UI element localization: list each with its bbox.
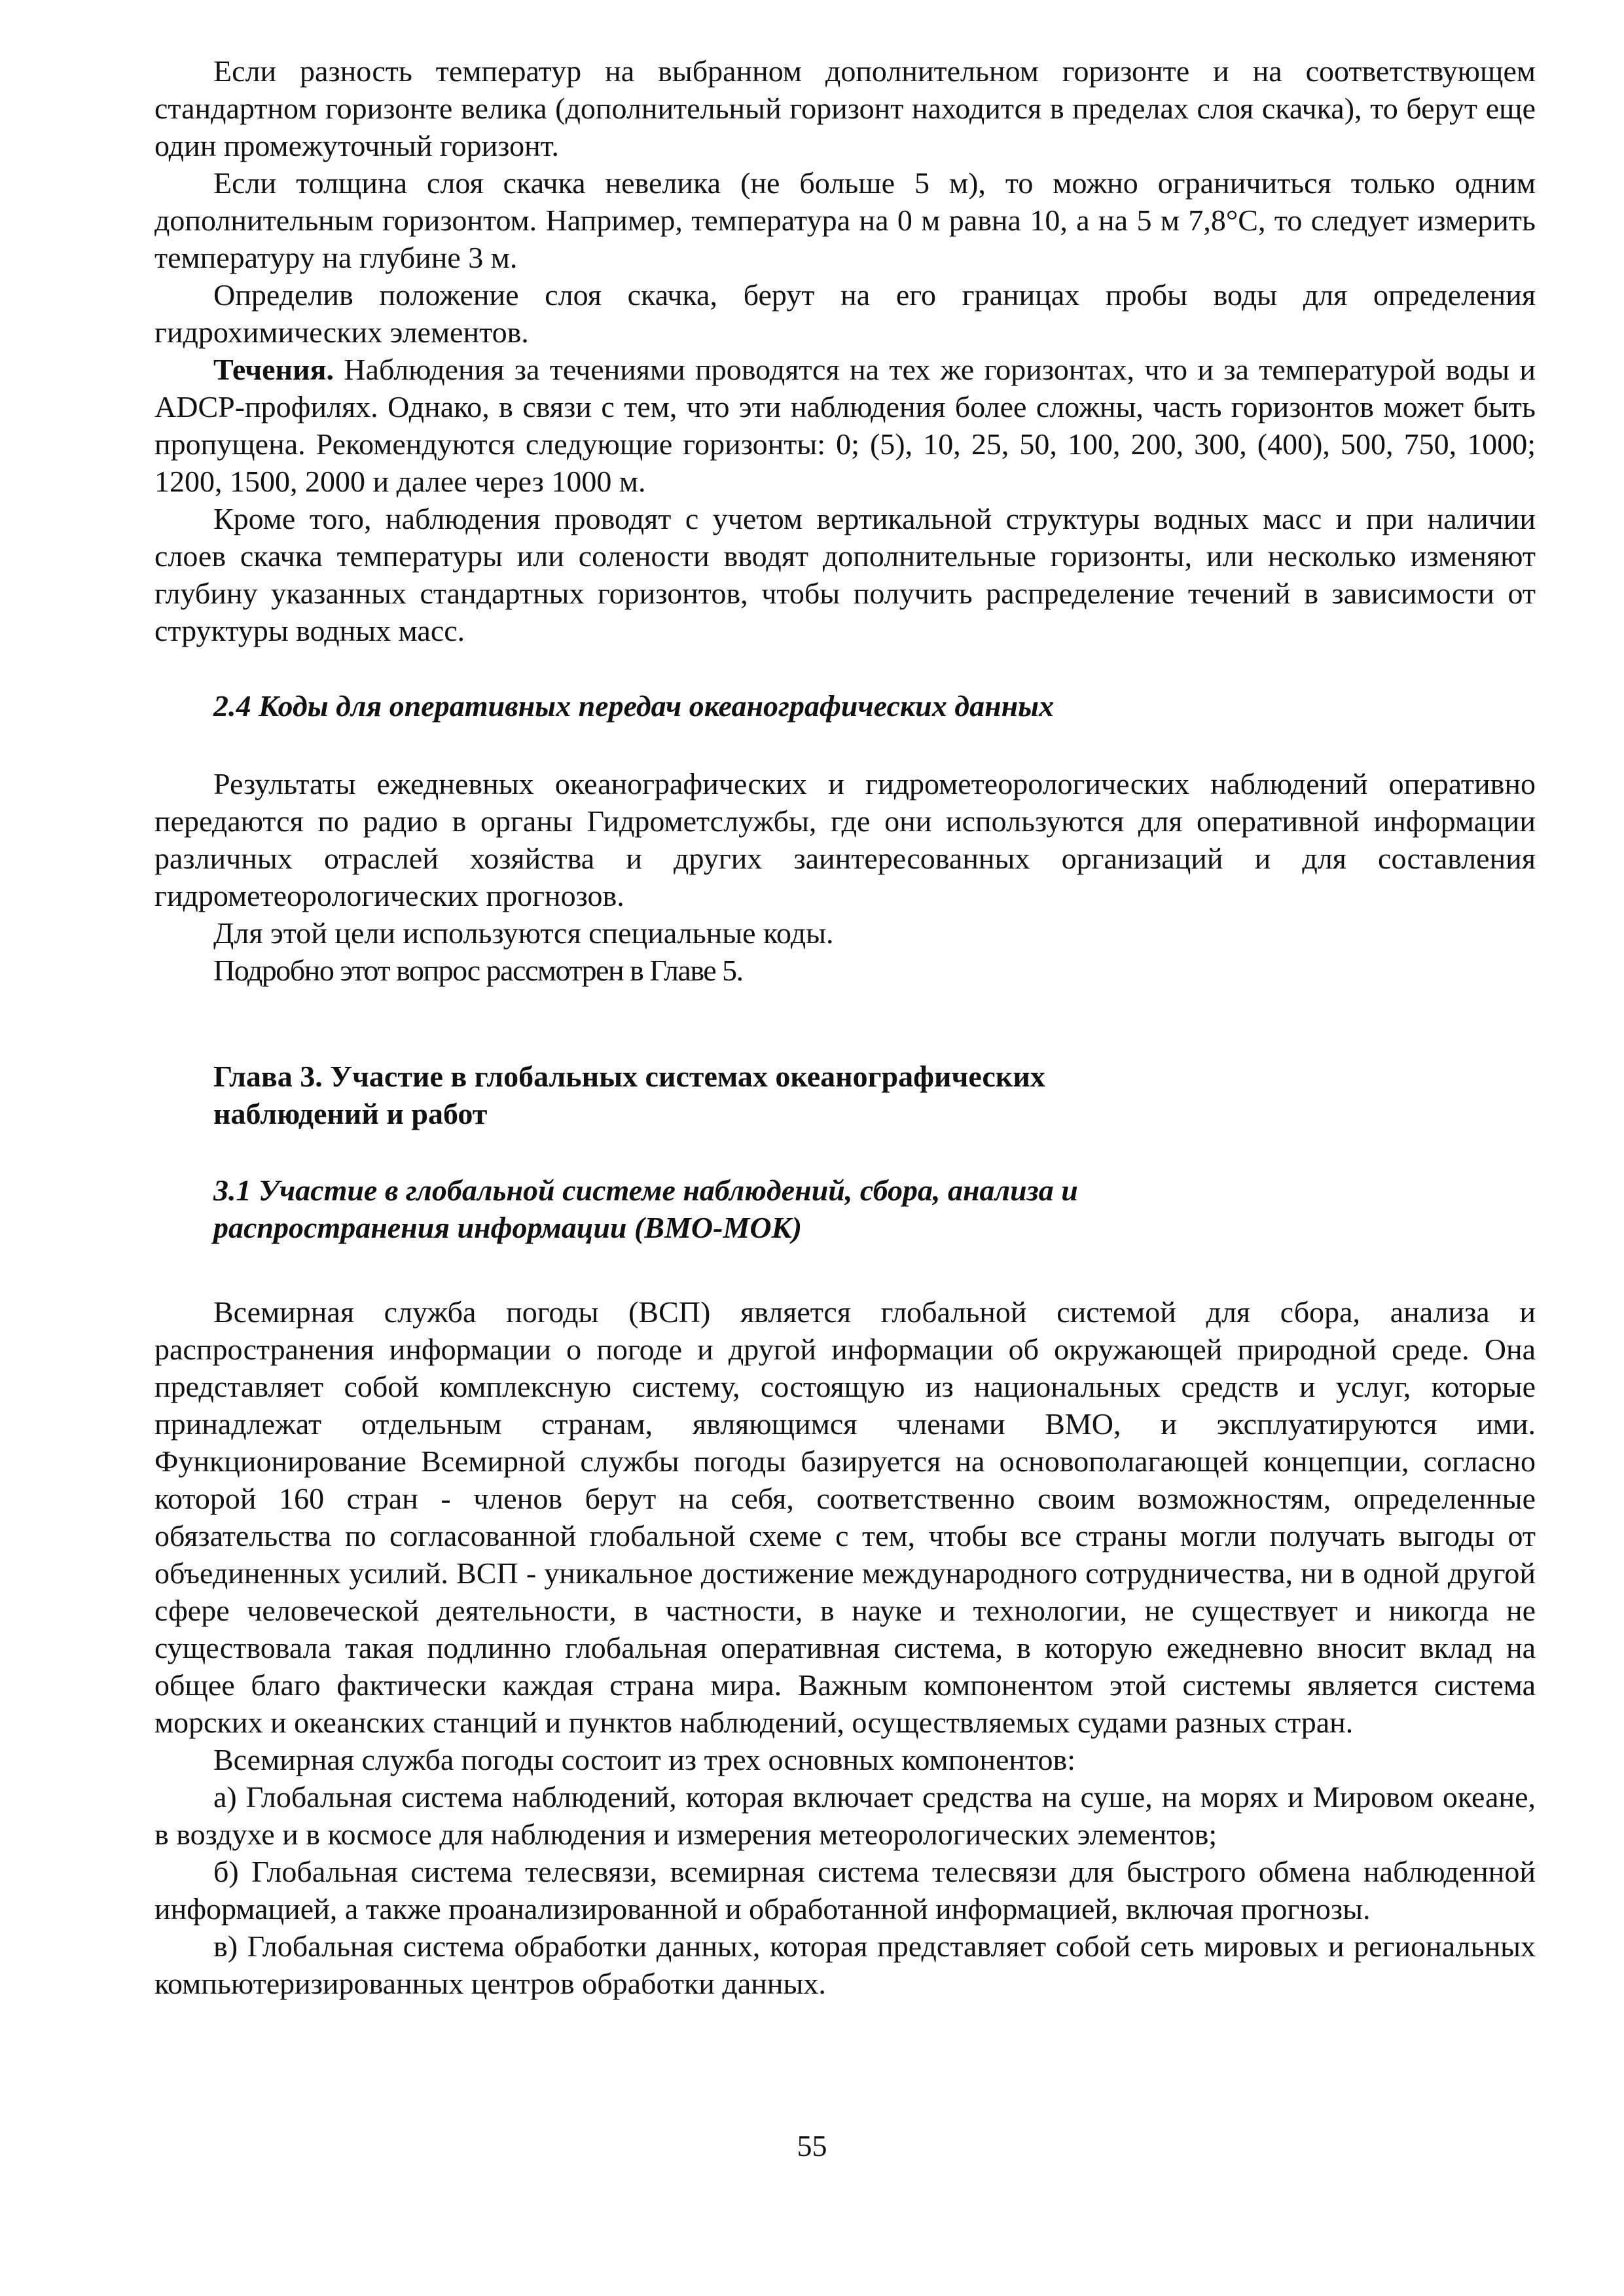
paragraph-layer-samples: Определив положение слоя скачка, берут на его границах пробы воды для определения гидрохимических элементов. bbox=[154, 278, 1536, 349]
page-number: 55 bbox=[797, 2129, 827, 2162]
chapter-3-heading-line-1: Глава 3. Участие в глобальных системах океанографических bbox=[213, 1060, 1045, 1093]
paragraph-world-weather-watch: Всемирная служба погоды (ВСП) является глобальной системой для сбора, анализа и распространения информации о погоде и другой информации об окружающей природной среде. Она представляет собой комплексную систему, состоящую из национальных средств и услуг, которые принадлежат отдельным странам, являющимся членами ВМО, и эксплуатируются ими. Функционирование Всемирной службы погоды базируется на основополагающей концепции, согласно которой 160 стран - членов берут на себя, соответственно своим возможностям, определенные обязательства по согласованной глобальной схеме с тем, чтобы все страны могли получать выгоды от объединенных усилий. ВСП - уникальное достижение международного сотрудничества, ни в одной другой сфере человеческой деятельности, в частности, в науке и технологии, не существует и никогда не существовала такая подлинно глобальная оперативная система, в которую ежедневно вносит вклад на общее благо фактически каждая страна мира. Важным компонентом этой системы является система морских и океанских станций и пунктов наблюдений, осуществляемых судами разных стран. bbox=[154, 1295, 1536, 1739]
paragraph-chapter-5-reference: Подробно этот вопрос рассмотрен в Главе 5. bbox=[213, 954, 743, 987]
list-item-data-processing-system: в) Глобальная система обработки данных, которая представляет собой сеть мировых и региональных компьютеризированных центров обработки данных. bbox=[154, 1929, 1536, 2000]
currents-lead: Течения. bbox=[213, 353, 334, 386]
section-2-4-heading: 2.4 Коды для оперативных передач океанографических данных bbox=[213, 689, 1055, 723]
paragraph-currents bbox=[154, 351, 1536, 500]
paragraph-additional-horizon: Если разность температур на выбранном дополнительном горизонте и на соответствующем стандартном горизонте велика (дополнительный горизонт находится в пределах слоя скачка), то берут еще один промежуточный горизонт. bbox=[154, 54, 1536, 162]
paragraph-thin-layer: Если толщина слоя скачка невелика (не больше 5 м), то можно ограничиться только одним дополнительным горизонтом. Например, температура на 0 м равна 10, а на 5 м 7,8°С, то следует измерить температуру на глубине 3 м. bbox=[154, 166, 1536, 274]
section-3-1-heading-line-1: 3.1 Участие в глобальной системе наблюдений, сбора, анализа и bbox=[213, 1174, 1078, 1207]
paragraph-special-codes: Для этой цели используются специальные коды. bbox=[213, 916, 834, 950]
list-item-telecommunication-system: б) Глобальная система телесвязи, всемирная система телесвязи для быстрого обмена наблюденной информацией, а также проанализированной и обработанной информацией, включая прогнозы. bbox=[154, 1855, 1536, 1926]
page-content bbox=[154, 52, 1536, 2002]
section-3-1-heading-line-2: распространения информации (ВМО-МОК) bbox=[213, 1211, 803, 1244]
currents-text: Наблюдения за течениями проводятся на тех же горизонтах, что и за температурой воды и ADCP-профилях. Однако, в связи с тем, что эти наблюдения более сложны, часть горизонтов может быть пропущена. Рекомендуются следующие горизонты: 0; (5), 10, 25, 50, 100, 200, 300, (400), 500, 750, 1000; 1200, 1500, 2000 и далее через 1000 м. bbox=[154, 353, 1536, 498]
list-item-observing-system: а) Глобальная система наблюдений, которая включает средства на суше, на морях и Мировом океане, в воздухе и в космосе для наблюдения и измерения метеорологических элементов; bbox=[154, 1780, 1536, 1851]
section-3-1-heading bbox=[154, 1172, 1536, 1246]
paragraph-water-structure: Кроме того, наблюдения проводят с учетом вертикальной структуры водных масс и при наличии слоев скачка температуры или солености вводят дополнительные горизонты, или несколько изменяют глубину указанных стандартных горизонтов, чтобы получить распределение течений в зависимости от структуры водных масс. bbox=[154, 502, 1536, 647]
paragraph-operational-transfer: Результаты ежедневных океанографических и гидрометеорологических наблюдений оперативно передаются по радио в органы Гидрометслужбы, где они используются для оперативной информации различных отраслей хозяйства и других заинтересованных организаций и для составления гидрометеорологических прогнозов. bbox=[154, 767, 1536, 912]
chapter-3-heading-line-2: наблюдений и работ bbox=[213, 1097, 488, 1130]
paragraph-three-components: Всемирная служба погоды состоит из трех основных компонентов: bbox=[213, 1743, 1075, 1776]
chapter-3-heading bbox=[154, 1058, 1536, 1132]
